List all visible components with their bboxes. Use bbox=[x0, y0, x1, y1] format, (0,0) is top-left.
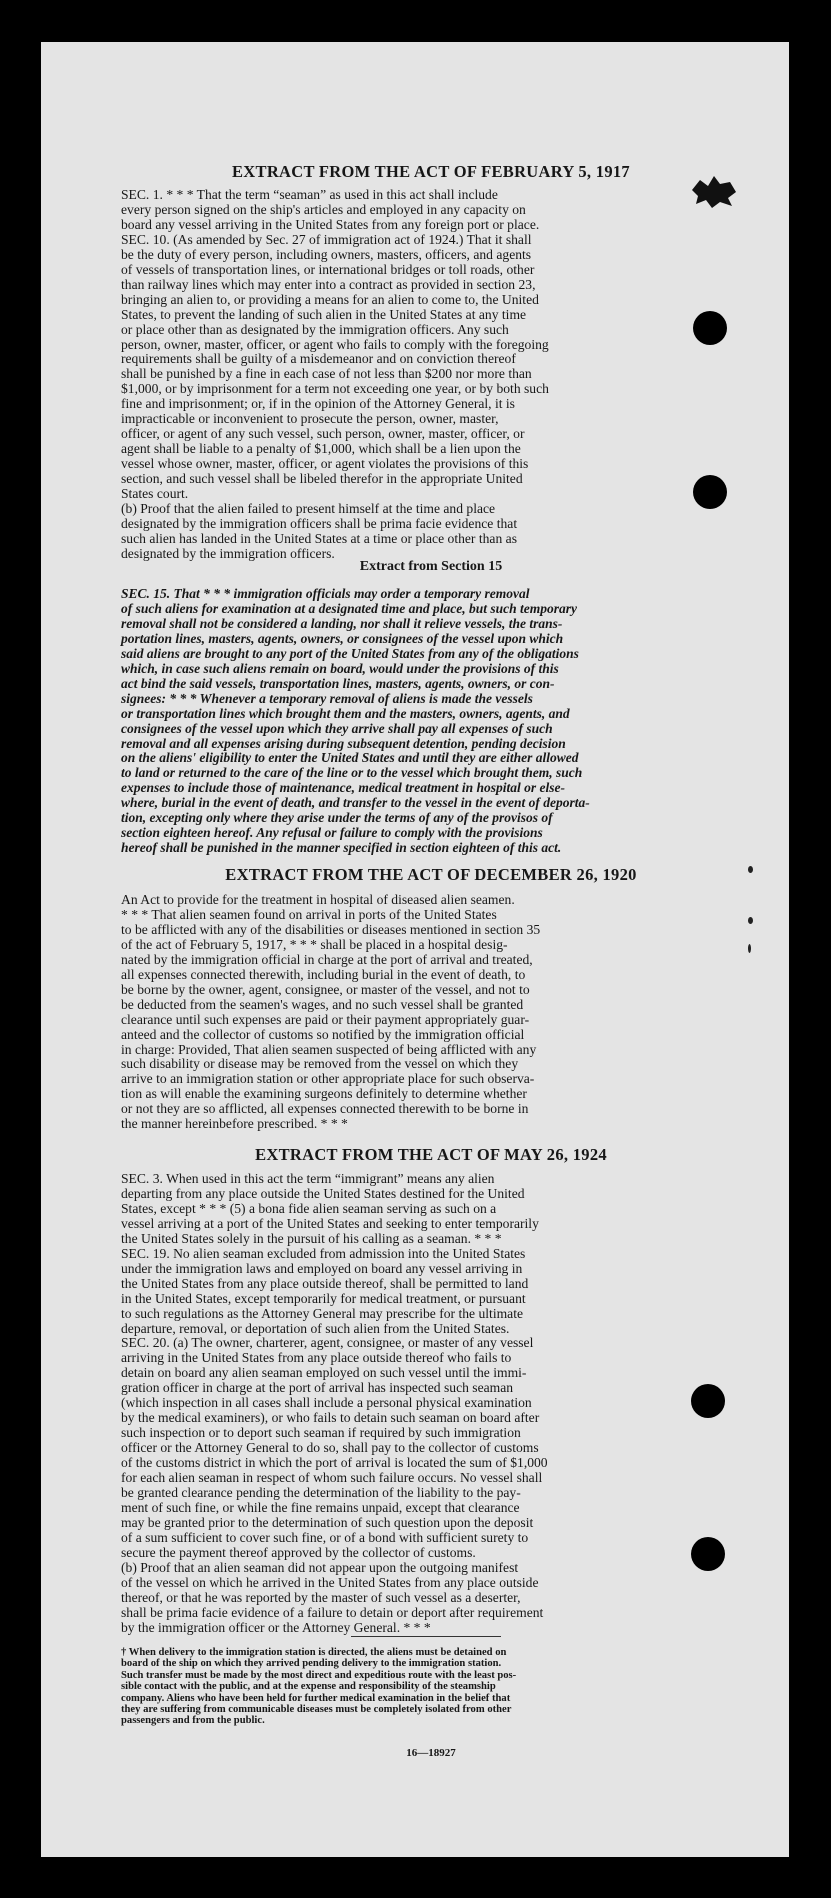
speck bbox=[748, 866, 753, 873]
heading-act-1920: EXTRACT FROM THE ACT OF DECEMBER 26, 1920 bbox=[225, 865, 637, 884]
ink-blot-mark bbox=[686, 174, 742, 210]
paragraph-act-1917: SEC. 1. * * * That the term “seaman” as used in this act shall include every person signed on the ship's articles and employed in any capacity on board any vessel arriving in the United States from any foreign port or place. SEC. 10. (As amended by Sec. 27 of immigration act of 1924.) That it shall be the duty of every person, including owners, masters, officers, and agents of vessels of transportation lines, or international bridges or toll roads, other than railway lines which may enter into a contract as provided in section 23, bringing an alien to, or providing a means for an alien to come to, the United States, to prevent the landing of such alien in the United States at any time or place other than as designated by the immigration officers. Any such person, owner, master, officer, or agent who fails to comply with the foregoing requirements shall be guilty of a misdemeanor and on conviction thereof shall be punished by a fine in each case of not less than $200 nor more than $1,000, or by imprisonment for a term not exceeding one year, or by both such fine and imprisonment; or, if in the opinion of the Attorney General, it is impracticable or inconvenient to prosecute the person, owner, master, officer, or agent of any such vessel, such person, owner, master, officer, or agent shall be liable to a penalty of $1,000, which shall be a lien upon the vessel whose owner, master, officer, or agent violates the provisions of this section, and such vessel shall be libeled therefor in the appropriate United States court. (b) Proof that the alien failed to present himself at the time and place designated by the immigration officers shall be prima facie evidence that such alien has landed in the United States at a time or place other than as designated by the immigration officers. bbox=[121, 187, 549, 561]
punch-hole bbox=[691, 1384, 725, 1418]
speck bbox=[748, 917, 753, 924]
punch-hole bbox=[693, 311, 727, 345]
form-code: 16—18927 bbox=[406, 1747, 456, 1759]
speck bbox=[748, 944, 751, 953]
punch-hole bbox=[691, 1537, 725, 1571]
heading-act-1917: EXTRACT FROM THE ACT OF FEBRUARY 5, 1917 bbox=[232, 162, 630, 181]
document-page bbox=[41, 42, 789, 1857]
heading-section-15: Extract from Section 15 bbox=[359, 559, 503, 574]
heading-act-1924: EXTRACT FROM THE ACT OF MAY 26, 1924 bbox=[255, 1145, 607, 1164]
paragraph-act-1924: SEC. 3. When used in this act the term “immigrant” means any alien departing from any place outside the United States destined for the United States, except * * * (5) a bona fide alien seaman serving as such on a vessel arriving at a port of the United States and seeking to enter temporarily the United States solely in the pursuit of his calling as a seaman. * * * SEC. 19. No alien seaman excluded from admission into the United States under the immigration laws and employed on board any vessel arriving in the United States from any place outside thereof, shall be permitted to land in the United States, except temporarily for medical treatment, or pursuant to such regulations as the Attorney General may prescribe for the ultimate departure, removal, or deportation of such alien from the United States. SEC. 20. (a) The owner, charterer, agent, consignee, or master of any vessel arriving in the United States from any place outside thereof who fails to detain on board any alien seaman employed on such vessel until the immi- gration officer in charge at the port of arrival has inspected such seaman (which inspection in all cases shall include a personal physical examination by the medical examiners), or who fails to detain such seaman on board after such inspection or to deport such seaman if required by such immigration officer or the Attorney General to do so, shall pay to the collector of customs of the customs district in which the port of arrival is located the sum of $1,000 for each alien seaman in respect of whom such failure occurs. No vessel shall be granted clearance pending the determination of the liability to the pay- ment of such fine, or while the fine remains unpaid, except that clearance may be granted prior to the determination of such question upon the deposit of a sum sufficient to cover such fine, or of a bond with sufficient surety to secure the payment thereof approved by the collector of customs. (b) Proof that an alien seaman did not appear upon the outgoing manifest of the vessel on which he arrived in the United States from any place outside thereof, or that he was reported by the master of such vessel as a deserter, shall be prima facie evidence of a failure to detain or deport after requirement by the immigration officer or the Attorney General. * * * bbox=[121, 1171, 548, 1635]
footnote: † When delivery to the immigration station is directed, the aliens must be detained on board of the ship on which they arrived pending delivery to the immigration station. Such transfer must be made by the most direct and expeditious route with the least pos- sible contact with the public, and at the expense and responsibility of the steamship company. Aliens who have been held for further medical examination in the belief that they are suffering from communicable diseases must be completely isolated from other passengers and from the public. bbox=[121, 1647, 517, 1727]
paragraph-act-1920: An Act to provide for the treatment in hospital of diseased alien seamen. * * * That alien seamen found on arrival in ports of the United States to be afflicted with any of the disabilities or diseases mentioned in section 35 of the act of February 5, 1917, * * * shall be placed in a hospital desig- nated by the immigration official in charge at the port of arrival and treated, all expenses connected therewith, including burial in the event of death, to be borne by the owner, agent, consignee, or master of the vessel, and not to be deducted from the seamen's wages, and no such vessel shall be granted clearance until such expenses are paid or their payment appropriately guar- anteed and the collector of customs so notified by the immigration official in charge: Provided, That alien seamen suspected of being afflicted with any such disability or disease may be removed from the vessel on which they arrive to an immigration station or other appropriate place for such observa- tion as will enable the examining surgeons definitely to determine whether or not they are so afflicted, all expenses connected therewith to be borne in the manner hereinbefore prescribed. * * * bbox=[121, 892, 541, 1132]
footnote-divider bbox=[351, 1636, 501, 1637]
paragraph-section-15: SEC. 15. That * * * immigration officials may order a temporary removal of such aliens for examination at a designated time and place, but such temporary removal shall not be considered a landing, nor shall it relieve vessels, the trans- portation lines, masters, agents, owners, or consignees of the vessel upon which said aliens are brought to any port of the United States from any of the obligations which, in case such aliens remain on board, would under the provisions of this act bind the said vessels, transportation lines, masters, agents, owners, or con- signees: * * * Whenever a temporary removal of aliens is made the vessels or transportation lines which brought them and the masters, owners, agents, and consignees of the vessel upon which they arrive shall pay all expenses of such removal and all expenses arising during subsequent detention, pending decision on the aliens' eligibility to enter the United States and until they are either allowed to land or returned to the care of the line or to the vessel which brought them, such expenses to include those of maintenance, medical treatment in hospital or else- where, burial in the event of death, and transfer to the vessel in the event of deporta- tion, excepting only where they arise under the terms of any of the provisos of section eighteen hereof. Any refusal or failure to comply with the provisions hereof shall be punished in the manner specified in section eighteen of this act. bbox=[121, 586, 590, 856]
punch-hole bbox=[693, 475, 727, 509]
